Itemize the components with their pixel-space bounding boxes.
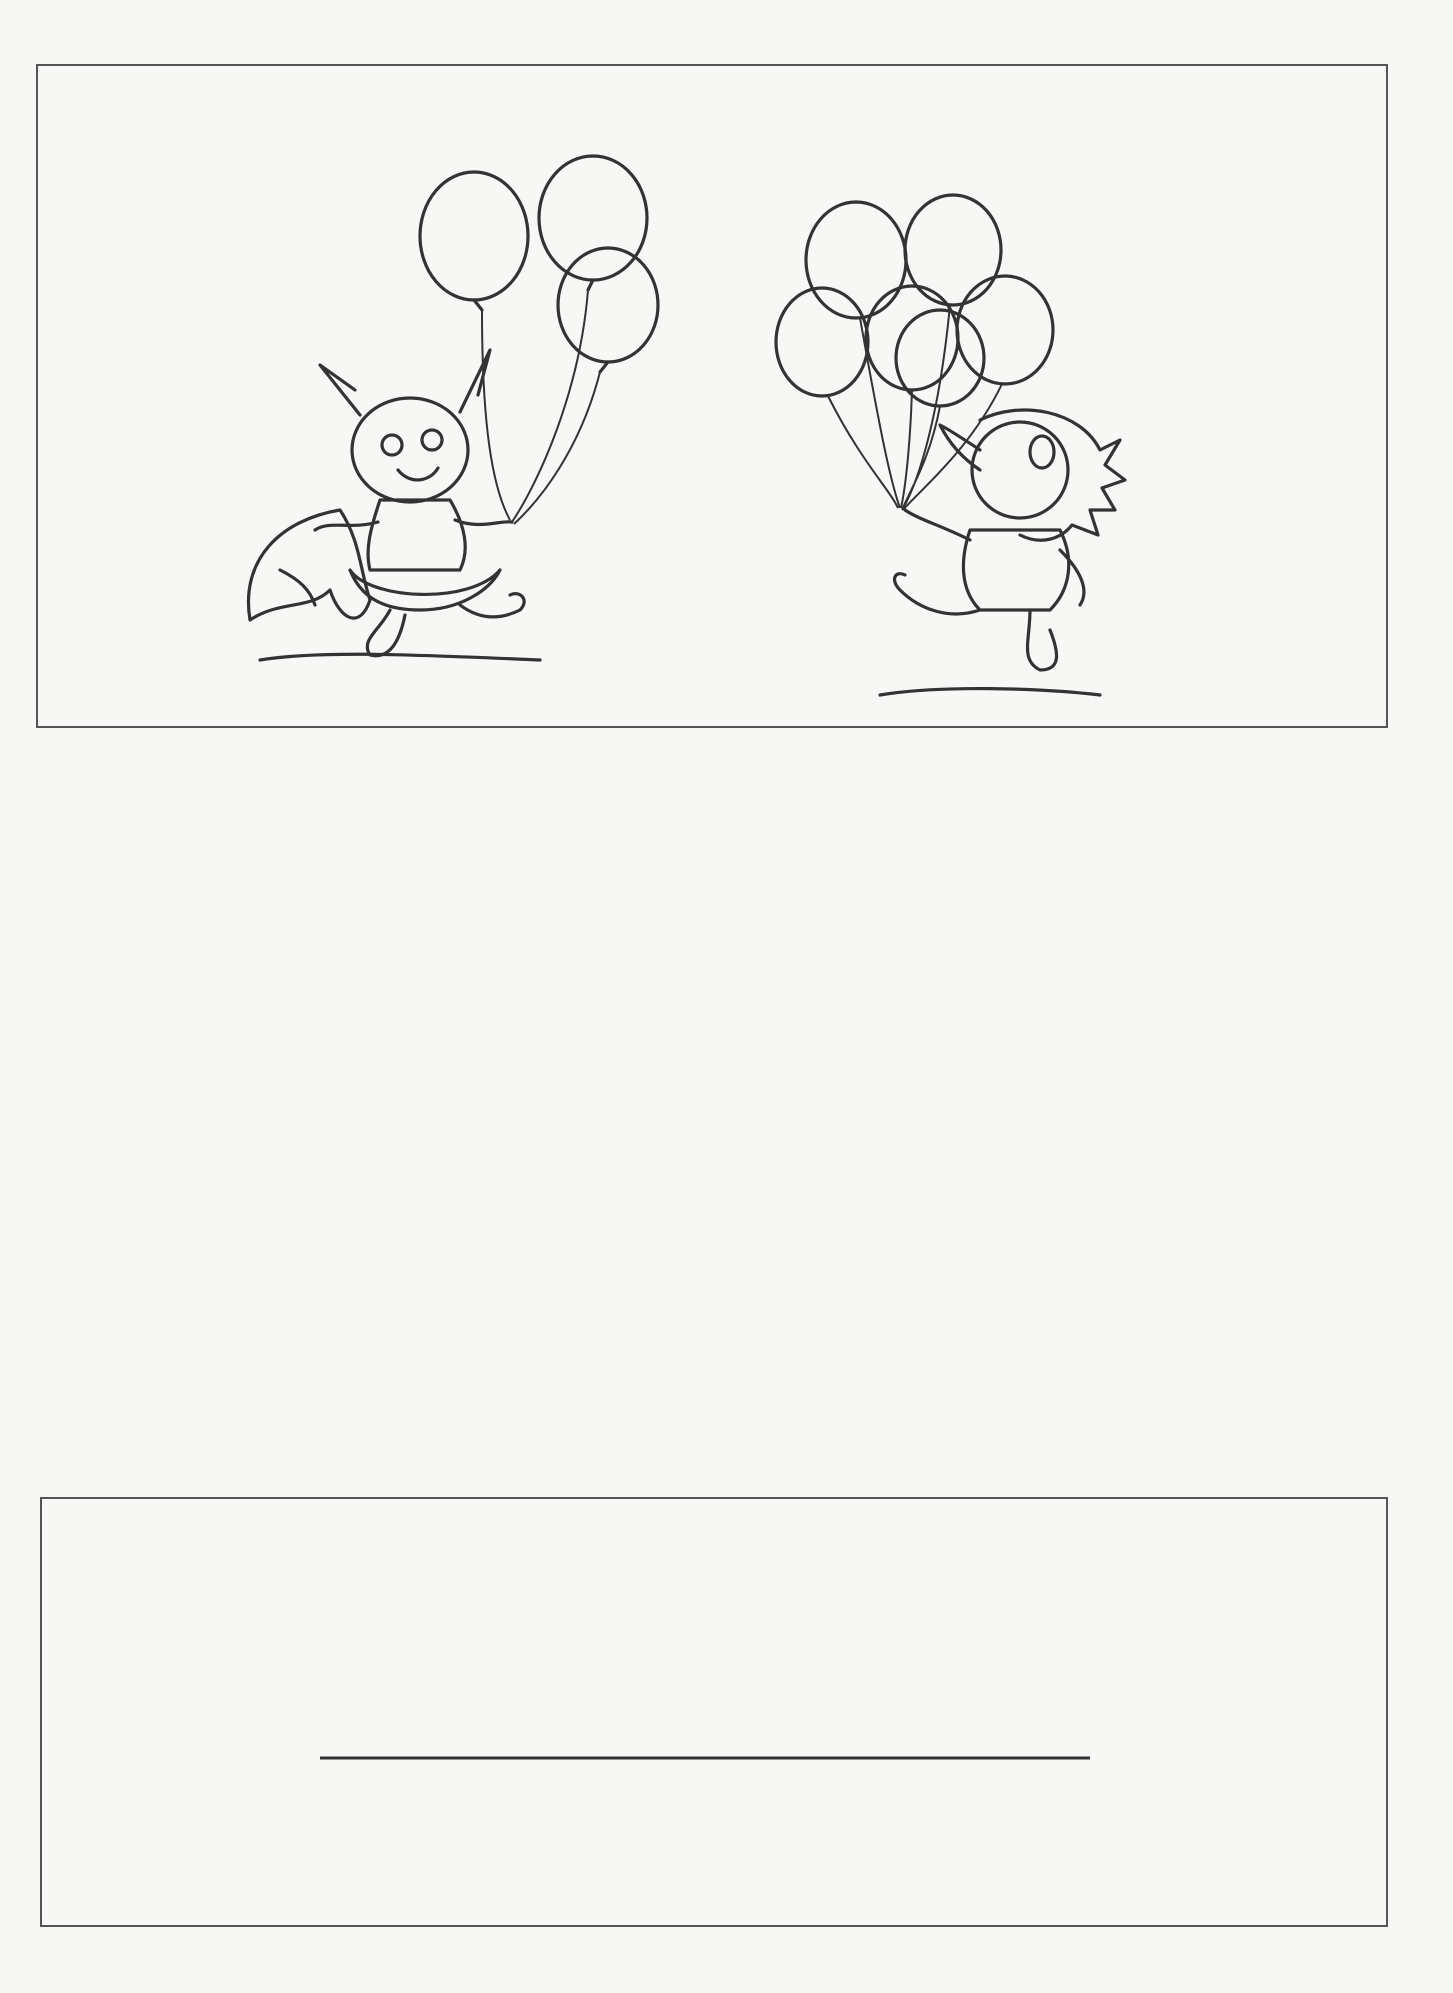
hedgehog-with-balloons [780,190,1140,700]
hedgehog-icon [880,410,1125,695]
squirrel-with-balloons [220,150,680,680]
balloon-group-right [776,195,1053,510]
squirrel-icon [248,350,540,660]
circle-rows [0,1640,1453,1880]
strawberry-illustration [0,940,1453,1480]
balloon-group-left [420,156,658,524]
